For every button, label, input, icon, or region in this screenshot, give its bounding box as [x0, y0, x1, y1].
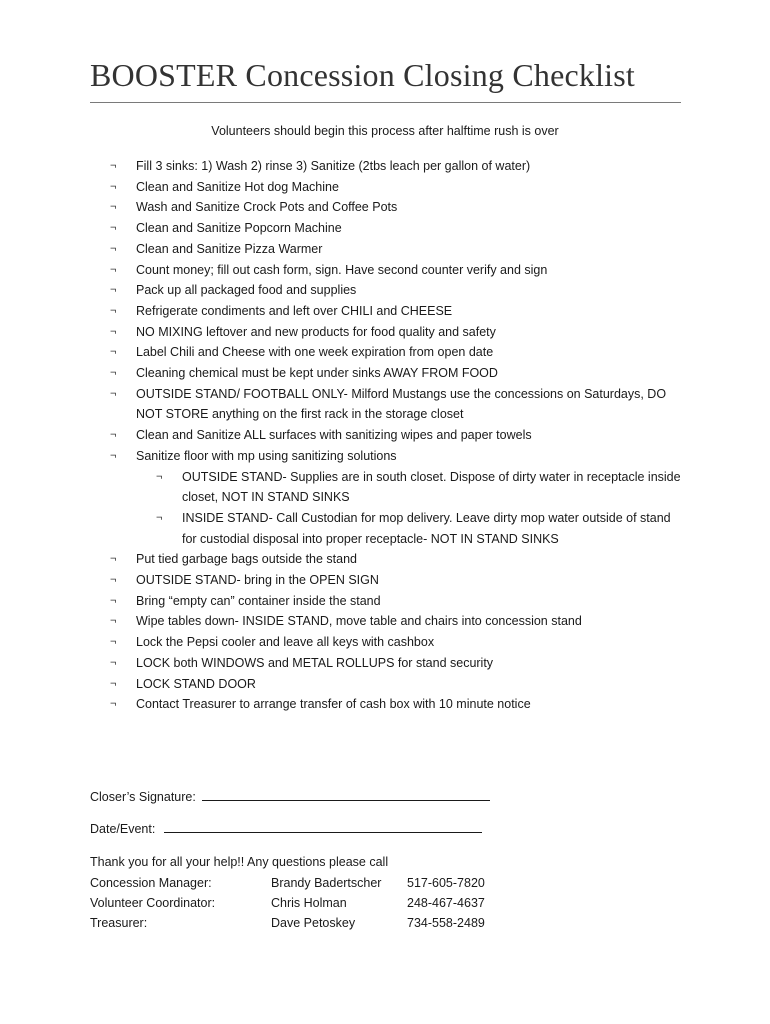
closer-signature-line [202, 788, 490, 801]
checklist-item-text: Clean and Sanitize Pizza Warmer [136, 241, 323, 256]
checklist-item-text: Wash and Sanitize Crock Pots and Coffee Pots [136, 200, 398, 215]
bullet-icon: ¬ [110, 222, 117, 235]
bullet-icon: ¬ [110, 263, 117, 276]
checklist-item-text: OUTSIDE STAND- Supplies are in south closet. Dispose of dirty water in receptacle inside closet, NOT IN STAND SINKS [182, 469, 681, 505]
checklist-item-text: OUTSIDE STAND- bring in the OPEN SIGN [136, 573, 379, 588]
bullet-icon: ¬ [110, 553, 117, 566]
bullet-icon: ¬ [156, 511, 163, 524]
checklist-item-text: Cleaning chemical must be kept under sinks AWAY FROM FOOD [136, 366, 498, 381]
contact-name: Dave Petoskey [271, 915, 356, 930]
checklist-item-text: Contact Treasurer to arrange transfer of cash box with 10 minute notice [136, 697, 531, 712]
checklist-item-text: Label Chili and Cheese with one week expiration from open date [136, 345, 494, 360]
checklist-item [110, 591, 690, 612]
date-event-line [164, 820, 482, 833]
bullet-icon: ¬ [110, 242, 117, 255]
title-divider [90, 102, 681, 103]
date-event-row [90, 820, 482, 836]
bullet-icon: ¬ [110, 656, 117, 669]
bullet-icon: ¬ [110, 160, 117, 172]
bullet-icon: ¬ [110, 367, 117, 380]
contact-phone: 734-558-2489 [407, 915, 485, 930]
bullet-icon: ¬ [110, 387, 117, 400]
contact-name: Chris Holman [271, 895, 347, 910]
checklist-item [110, 549, 690, 570]
intro-text: Volunteers should begin this process after halftime rush is over [211, 124, 559, 138]
checklist-item [110, 653, 690, 674]
checklist-item-text: LOCK both WINDOWS and METAL ROLLUPS for stand security [136, 655, 494, 670]
checklist-item [110, 674, 690, 695]
contact-phone: 248-467-4637 [407, 895, 485, 910]
bullet-icon: ¬ [110, 180, 117, 193]
contact-row [90, 893, 485, 913]
checklist-item-text: Bring “empty can” container inside the stand [136, 593, 381, 608]
bullet-icon: ¬ [110, 677, 117, 690]
date-event-label: Date/Event: [90, 822, 156, 836]
checklist-item-text: OUTSIDE STAND/ FOOTBALL ONLY- Milford Mustangs use the concessions on Saturdays, DO NOT STORE anything on the first rack in the storage closet [136, 386, 667, 422]
contact-role: Treasurer: [90, 915, 148, 930]
bullet-icon: ¬ [110, 636, 117, 649]
checklist-item-text: Put tied garbage bags outside the stand [136, 552, 357, 567]
checklist-item [110, 425, 690, 446]
contact-role: Concession Manager: [90, 875, 212, 890]
bullet-icon: ¬ [156, 470, 163, 483]
checklist-item [110, 384, 690, 425]
bullet-icon: ¬ [110, 615, 117, 628]
checklist-item [110, 239, 690, 260]
checklist-item-text: Clean and Sanitize Hot dog Machine [136, 179, 339, 194]
checklist-item-text: NO MIXING leftover and new products for food quality and safety [136, 324, 496, 339]
checklist-item [110, 363, 690, 384]
checklist-item-text: Clean and Sanitize ALL surfaces with sanitizing wipes and paper towels [136, 428, 532, 443]
thanks-text: Thank you for all your help!! Any questions please call [90, 855, 389, 869]
checklist-item [110, 197, 690, 218]
closer-signature-row [90, 788, 490, 804]
bullet-icon: ¬ [110, 594, 117, 607]
checklist-item [110, 694, 690, 715]
page-title: BOOSTER Concession Closing Checklist [90, 57, 635, 93]
checklist-item-text: INSIDE STAND- Call Custodian for mop delivery. Leave dirty mop water outside of stand for custodial disposal into proper receptacle- NOT IN STAND SINKS [182, 510, 671, 546]
contacts-section [90, 852, 485, 933]
closer-signature-label: Closer’s Signature: [90, 790, 196, 804]
checklist-item-text: Fill 3 sinks: 1) Wash 2) rinse 3) Sanitize (2tbs leach per gallon of water) [136, 159, 531, 173]
checklist-item-text: Lock the Pepsi cooler and leave all keys with cashbox [136, 635, 435, 650]
bullet-icon: ¬ [110, 346, 117, 359]
contact-row [90, 873, 485, 893]
checklist-item [110, 570, 690, 591]
checklist-item-text: Clean and Sanitize Popcorn Machine [136, 221, 342, 236]
checklist-item-text: Pack up all packaged food and supplies [136, 283, 357, 298]
bullet-icon: ¬ [110, 201, 117, 214]
bullet-icon: ¬ [110, 304, 117, 317]
checklist-item [110, 156, 690, 177]
checklist-item [110, 280, 690, 301]
checklist [110, 156, 690, 715]
checklist-item [110, 177, 690, 198]
checklist-item [110, 301, 690, 322]
checklist-item [110, 632, 690, 653]
contact-name: Brandy Badertscher [271, 875, 382, 890]
checklist-item [110, 342, 690, 363]
bullet-icon: ¬ [110, 574, 117, 587]
checklist-item [110, 218, 690, 239]
contact-phone: 517-605-7820 [407, 875, 485, 890]
checklist-subitem [156, 508, 682, 549]
bullet-icon: ¬ [110, 429, 117, 442]
contact-row [90, 913, 485, 933]
bullet-icon: ¬ [110, 325, 117, 338]
checklist-item-text: Wipe tables down- INSIDE STAND, move table and chairs into concession stand [136, 614, 582, 629]
bullet-icon: ¬ [110, 449, 117, 462]
checklist-item-text: Refrigerate condiments and left over CHILI and CHEESE [136, 303, 453, 318]
checklist-subitem [156, 467, 682, 508]
contact-role: Volunteer Coordinator: [90, 895, 216, 910]
checklist-item [110, 611, 690, 632]
bullet-icon: ¬ [110, 284, 117, 297]
checklist-item [110, 322, 690, 343]
checklist-item-text: Count money; fill out cash form, sign. Have second counter verify and sign [136, 262, 548, 277]
bullet-icon: ¬ [110, 698, 117, 711]
checklist-item [110, 260, 690, 281]
checklist-item-text: Sanitize floor with mp using sanitizing solutions [136, 448, 397, 463]
checklist-item [110, 446, 690, 467]
checklist-item-text: LOCK STAND DOOR [136, 676, 256, 691]
